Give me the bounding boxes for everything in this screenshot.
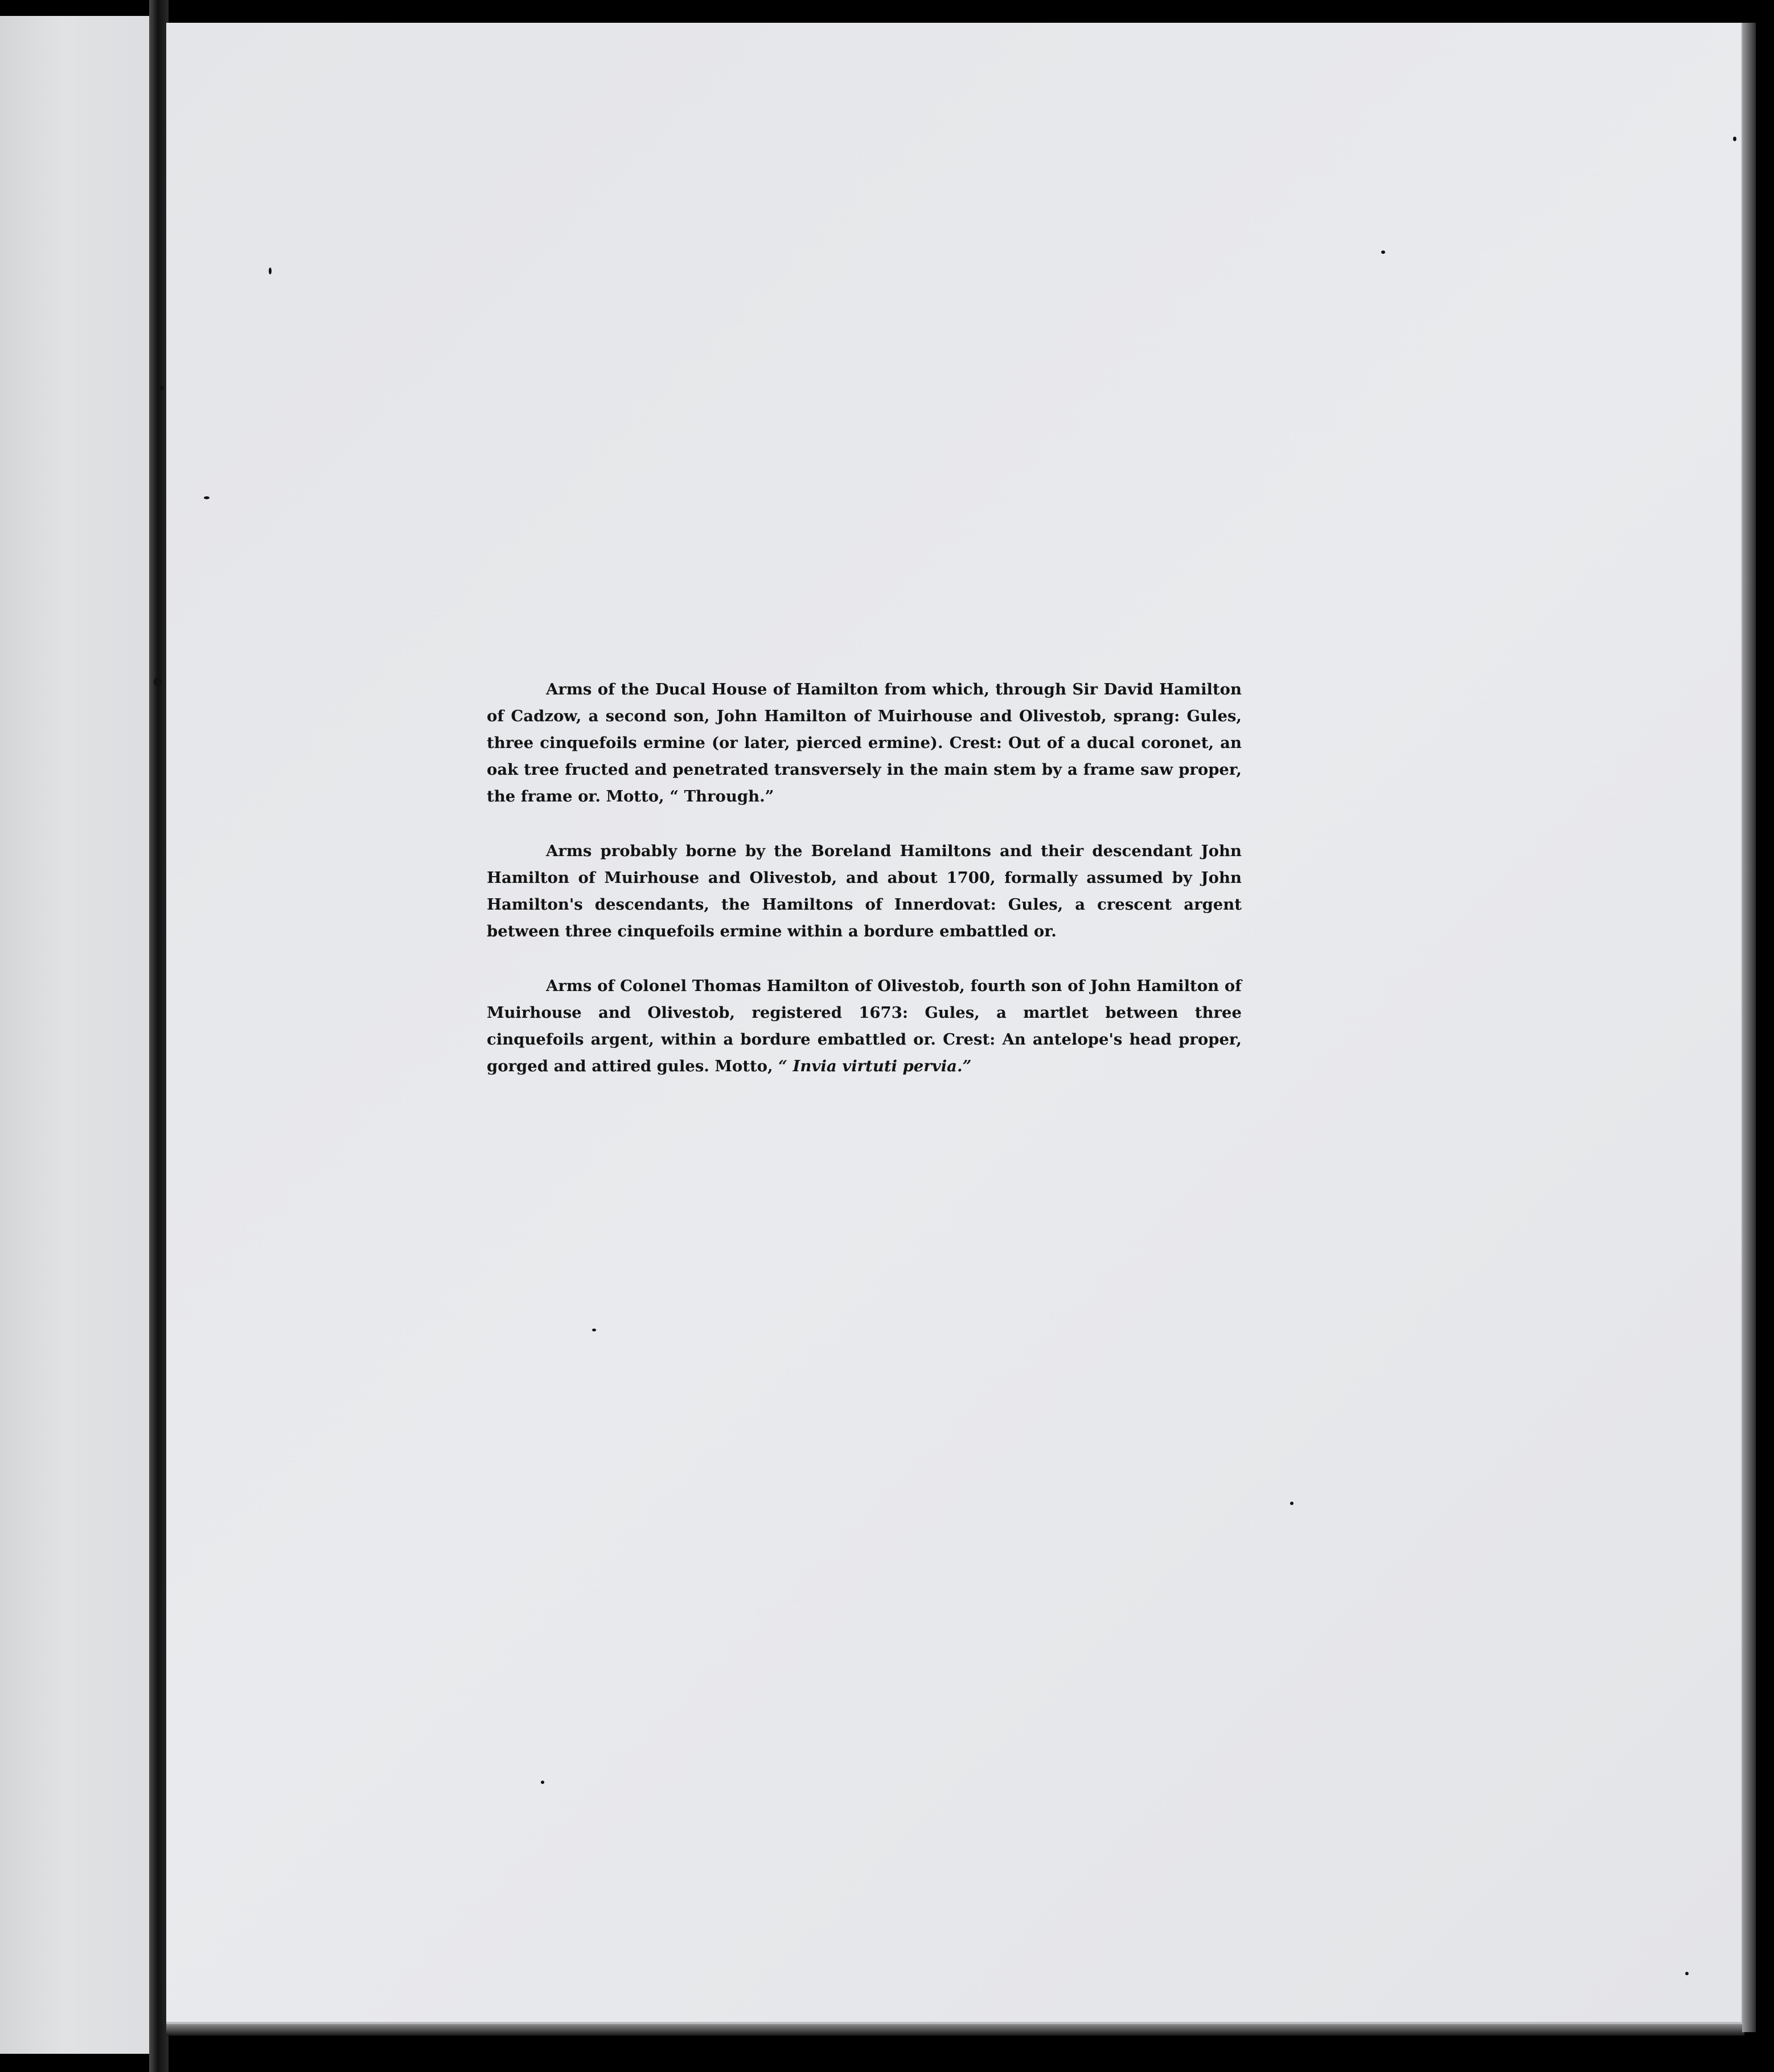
dust-speck: [154, 677, 162, 686]
paragraph-boreland-hamiltons-arms: Arms probably borne by the Boreland Hamiltons and their descendant John Hamilton of Muirhouse and Olivestob, and about 1700, formally assumed by John Hamilton's descendants, the Hamiltons of Innerdovat: Gules, a crescent argent between three cinquefoils ermine within a bordure embattled or.: [487, 842, 1242, 940]
dust-speck: [592, 1329, 596, 1331]
dust-speck: [541, 1781, 544, 1784]
page-right-edge: [1742, 23, 1756, 2032]
paragraph-colonel-thomas-hamilton-arms: [487, 973, 1242, 1080]
dust-speck: [1685, 1972, 1689, 1975]
dust-speck: [1381, 250, 1385, 254]
dust-speck: [204, 496, 210, 499]
dust-speck: [1733, 137, 1736, 141]
dust-speck: [269, 268, 272, 274]
paragraph-ducal-house-arms: Arms of the Ducal House of Hamilton from which, through Sir David Hamilton of Cadzow, a second son, John Hamilton of Muirhouse and Olivestob, sprang: Gules, three cinquefoils ermine (or later, pierced ermine). Crest: Out of a ducal coronet, an oak tree fructed and penetrated transversely in the main stem by a frame saw proper, the frame or. Motto, “ Through.”: [487, 680, 1242, 805]
motto-text: “ Invia virtuti pervia.”: [778, 1057, 972, 1075]
paragraph-body-text: Arms of Colonel Thomas Hamilton of Olivestob, fourth son of John Hamilton of Muirhouse and Olivestob, registered 1673: Gules, a martlet between three cinquefoils argent, within a bordure embattled or. Crest: An antelope's head proper, gorged and attired gules. Motto,: [487, 977, 1242, 1075]
page-bottom-shadow: [166, 2024, 1744, 2036]
left-page-leaf: [0, 16, 158, 2054]
book-gutter: [149, 0, 169, 2072]
dust-speck: [159, 386, 164, 390]
dust-speck: [1290, 1502, 1293, 1505]
heraldry-text-block: [487, 676, 1242, 1080]
